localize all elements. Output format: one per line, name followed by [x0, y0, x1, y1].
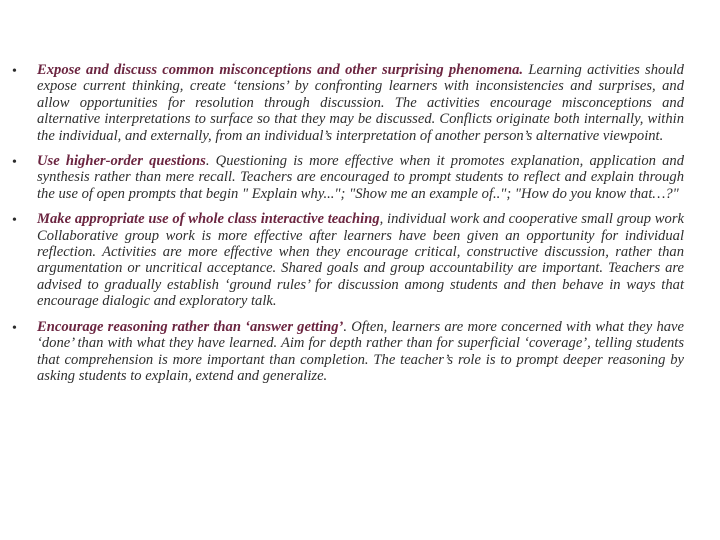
document-page — [12, 62, 684, 393]
bullet-marker: • — [12, 320, 17, 336]
bullet-body: . Often, learners are more concerned with what they have ‘done’ than with what they have learned. Aim for depth rather than for superficial ‘coverage’, telling students that comprehension is more important than completion. The teacher’s role is to prompt deeper reasoning by asking students to explain, extend and generalize. — [37, 318, 684, 384]
bullet-heading: Encourage reasoning rather than ‘answer getting’ — [37, 318, 344, 335]
bullet-heading: Expose and discuss common misconceptions and other surprising phenomena. — [37, 62, 524, 78]
bullet-text — [37, 319, 684, 385]
bullet-body: Learning activities should expose current thinking, create ‘tensions’ by confronting learners with inconsistencies and surprises, and allow opportunities for resolution through discussion. The activities encourage misconceptions and alternative interpretations to surface so that they may be discussed. Conflicts originate both internally, within the individual, and externally, from an individual’s interpretation of another person’s alternative viewpoint. — [37, 62, 684, 144]
bullet-item-reasoning — [12, 319, 684, 385]
bullet-item-higher-order-questions — [12, 153, 684, 202]
bullet-body: , individual work and cooperative small group work Collaborative group work is more effective after learners have been given an opportunity for individual reflection. Activities are more effective when they encourage critical, constructive discussion, rather than argumentation or uncritical acceptance. Shared goals and group accountability are important. Teachers are advised to gradually establish ‘ground rules’ for discussion among students and then behave in ways that encourage dialogic and exploratory talk. — [37, 211, 684, 310]
bullet-item-misconceptions — [12, 62, 684, 144]
bullet-list — [12, 62, 684, 384]
bullet-heading: Use higher-order questions — [37, 153, 206, 170]
bullet-heading: Make appropriate use of whole class interactive teaching — [37, 211, 380, 228]
bullet-text — [37, 153, 684, 202]
bullet-text — [37, 62, 684, 144]
bullet-body: . Questioning is more effective when it promotes explanation, application and synthesis rather than mere recall. Teachers are encouraged to prompt students to reflect and explain through the use of open prompts that begin " Explain why..."; "Show me an example of.."; "How do you know that…?" — [37, 153, 684, 202]
bullet-text — [37, 211, 684, 309]
bullet-marker: • — [12, 64, 17, 79]
bullet-item-interactive-teaching — [12, 211, 684, 309]
bullet-marker: • — [12, 213, 17, 229]
bullet-marker: • — [12, 155, 17, 171]
